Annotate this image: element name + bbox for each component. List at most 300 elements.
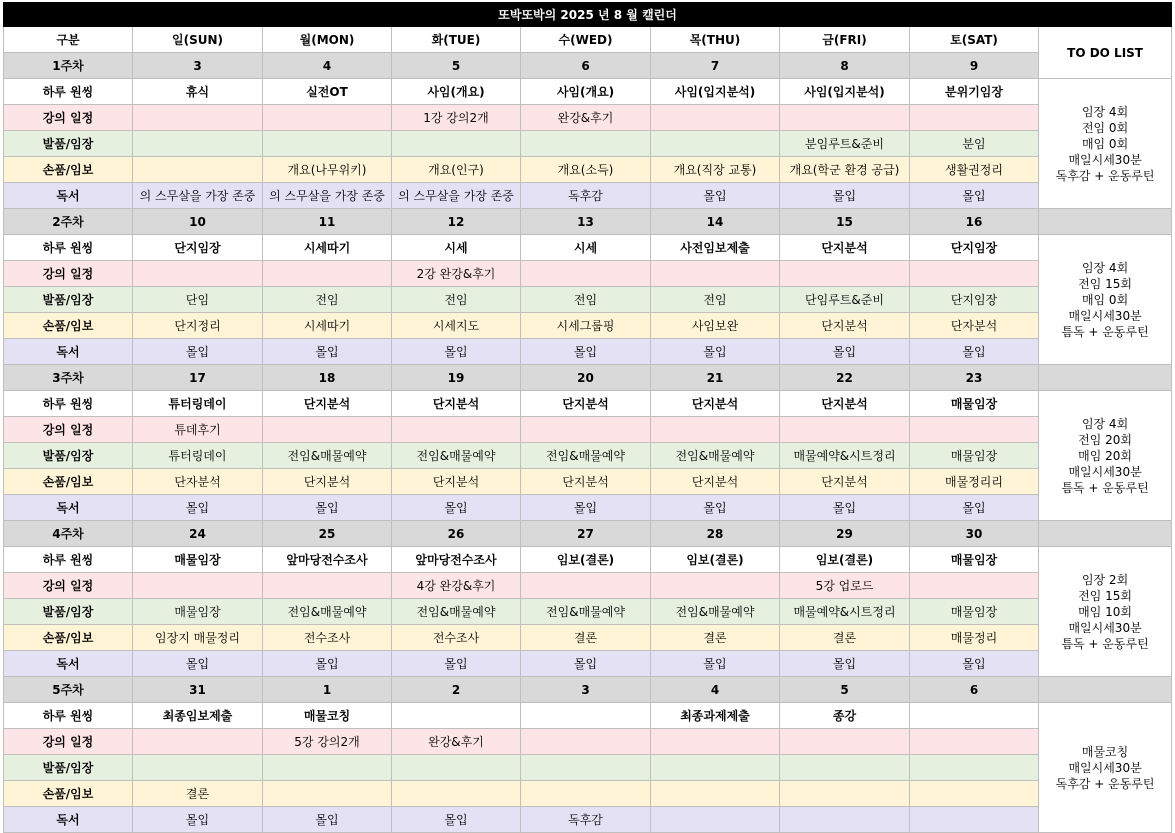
schedule-cell[interactable]: 몰입 <box>392 339 521 365</box>
date-cell[interactable]: 7 <box>651 53 780 79</box>
schedule-cell[interactable]: 사임(개요) <box>392 79 521 105</box>
schedule-cell[interactable] <box>910 703 1039 729</box>
schedule-cell[interactable]: 개요(나무위키) <box>263 157 392 183</box>
schedule-cell[interactable] <box>263 417 392 443</box>
todo-list[interactable] <box>1039 547 1172 677</box>
schedule-cell[interactable]: 매물예약&시트정리 <box>780 599 910 625</box>
week-label[interactable]: 2주차 <box>4 209 133 235</box>
row-sonpum <box>4 313 1172 339</box>
schedule-cell[interactable]: 종강 <box>780 703 910 729</box>
schedule-cell[interactable] <box>133 729 263 755</box>
schedule-cell[interactable]: 단지분석 <box>780 313 910 339</box>
schedule-cell[interactable]: 매물정리 <box>910 625 1039 651</box>
todo-item: 전임 15회 <box>1078 276 1132 291</box>
schedule-cell[interactable]: 단지분석 <box>780 391 910 417</box>
date-cell[interactable]: 3 <box>521 677 651 703</box>
schedule-cell[interactable]: 전수조사 <box>392 625 521 651</box>
row-wonsing <box>4 235 1172 261</box>
schedule-cell[interactable]: 단지분석 <box>521 391 651 417</box>
schedule-cell[interactable] <box>910 417 1039 443</box>
header-todo[interactable]: TO DO LIST <box>1039 27 1172 79</box>
schedule-cell[interactable] <box>910 105 1039 131</box>
todo-list[interactable] <box>1039 391 1172 521</box>
schedule-cell[interactable] <box>263 755 392 781</box>
row-dokseo <box>4 183 1172 209</box>
week-label[interactable]: 5주차 <box>4 677 133 703</box>
schedule-cell[interactable]: 몰입 <box>651 651 780 677</box>
date-cell[interactable]: 5 <box>392 53 521 79</box>
schedule-cell[interactable]: 단지분석 <box>521 469 651 495</box>
schedule-cell[interactable] <box>392 703 521 729</box>
row-sonpum <box>4 157 1172 183</box>
schedule-cell[interactable]: 시세지도 <box>392 313 521 339</box>
schedule-cell[interactable]: 매물임장 <box>910 443 1039 469</box>
schedule-cell[interactable] <box>521 729 651 755</box>
schedule-cell[interactable]: 몰입 <box>651 339 780 365</box>
row-dokseo <box>4 651 1172 677</box>
date-cell[interactable]: 26 <box>392 521 521 547</box>
date-cell[interactable]: 8 <box>780 53 910 79</box>
schedule-cell[interactable]: 매물임장 <box>910 547 1039 573</box>
date-cell[interactable]: 20 <box>521 365 651 391</box>
schedule-cell[interactable] <box>263 261 392 287</box>
schedule-cell[interactable]: 단지분석 <box>780 235 910 261</box>
schedule-cell[interactable]: 임보(결론) <box>521 547 651 573</box>
schedule-cell[interactable] <box>521 417 651 443</box>
row-label[interactable]: 하루 원씽 <box>4 391 133 417</box>
schedule-cell[interactable]: 시세 <box>392 235 521 261</box>
schedule-cell[interactable]: 몰입 <box>780 183 910 209</box>
schedule-cell[interactable]: 시세 <box>521 235 651 261</box>
schedule-cell[interactable] <box>392 417 521 443</box>
todo-item: 매일시세30분 <box>1068 620 1142 635</box>
date-cell[interactable]: 30 <box>910 521 1039 547</box>
row-label[interactable]: 손품/임보 <box>4 157 133 183</box>
schedule-cell[interactable]: 의 스무살을 가장 존중 <box>133 183 263 209</box>
date-cell[interactable]: 31 <box>133 677 263 703</box>
schedule-cell[interactable]: 단지분석 <box>263 391 392 417</box>
schedule-cell[interactable]: 5강 강의2개 <box>263 729 392 755</box>
schedule-cell[interactable]: 완강&후기 <box>521 105 651 131</box>
row-label[interactable]: 발품/임장 <box>4 755 133 781</box>
schedule-cell[interactable]: 튜터링데이 <box>133 391 263 417</box>
schedule-cell[interactable]: 사임보완 <box>651 313 780 339</box>
schedule-cell[interactable]: 몰입 <box>651 495 780 521</box>
schedule-cell[interactable]: 휴식 <box>133 79 263 105</box>
schedule-cell[interactable]: 임보(결론) <box>780 547 910 573</box>
schedule-cell[interactable] <box>521 703 651 729</box>
row-lecture <box>4 417 1172 443</box>
schedule-cell[interactable]: 몰입 <box>392 651 521 677</box>
schedule-cell[interactable]: 몰입 <box>133 651 263 677</box>
schedule-cell[interactable] <box>392 131 521 157</box>
schedule-cell[interactable] <box>133 573 263 599</box>
schedule-cell[interactable]: 단임 <box>133 287 263 313</box>
schedule-cell[interactable]: 몰입 <box>263 807 392 833</box>
date-cell[interactable]: 5 <box>780 677 910 703</box>
todo-list[interactable] <box>1039 79 1172 209</box>
date-cell[interactable]: 27 <box>521 521 651 547</box>
header-thu[interactable]: 목(THU) <box>651 27 780 53</box>
schedule-cell[interactable] <box>910 261 1039 287</box>
schedule-cell[interactable]: 전임 <box>263 287 392 313</box>
schedule-cell[interactable] <box>651 573 780 599</box>
header-sat[interactable]: 토(SAT) <box>910 27 1039 53</box>
date-cell[interactable]: 28 <box>651 521 780 547</box>
row-label[interactable]: 하루 원씽 <box>4 703 133 729</box>
schedule-cell[interactable]: 단임루트&준비 <box>780 287 910 313</box>
schedule-cell[interactable]: 단지분석 <box>780 469 910 495</box>
schedule-cell[interactable]: 2강 완강&후기 <box>392 261 521 287</box>
schedule-cell[interactable] <box>780 261 910 287</box>
schedule-cell[interactable] <box>133 105 263 131</box>
schedule-cell[interactable]: 의 스무살을 가장 존중 <box>263 183 392 209</box>
schedule-cell[interactable]: 단지분석 <box>263 469 392 495</box>
schedule-cell[interactable]: 개요(학군 환경 공급) <box>780 157 910 183</box>
schedule-cell[interactable]: 단자분석 <box>910 313 1039 339</box>
row-lecture <box>4 729 1172 755</box>
schedule-cell[interactable]: 결론 <box>133 781 263 807</box>
row-label[interactable]: 독서 <box>4 651 133 677</box>
schedule-cell[interactable]: 몰입 <box>133 807 263 833</box>
schedule-cell[interactable]: 몰입 <box>263 495 392 521</box>
schedule-cell[interactable] <box>651 807 780 833</box>
row-label[interactable]: 독서 <box>4 807 133 833</box>
schedule-cell[interactable]: 몰입 <box>392 495 521 521</box>
todo-item: 매일시세30분 <box>1068 760 1142 775</box>
row-label[interactable]: 손품/임보 <box>4 469 133 495</box>
schedule-cell[interactable]: 시세따기 <box>263 313 392 339</box>
schedule-cell[interactable]: 전임&매물예약 <box>521 599 651 625</box>
schedule-cell[interactable] <box>263 131 392 157</box>
schedule-cell[interactable]: 매물예약&시트정리 <box>780 443 910 469</box>
schedule-cell[interactable]: 전임&매물예약 <box>651 599 780 625</box>
schedule-cell[interactable] <box>651 417 780 443</box>
week-label[interactable]: 1주차 <box>4 53 133 79</box>
row-dokseo <box>4 807 1172 833</box>
schedule-cell[interactable]: 전임&매물예약 <box>392 443 521 469</box>
date-cell[interactable]: 6 <box>910 677 1039 703</box>
schedule-cell[interactable] <box>651 105 780 131</box>
schedule-cell[interactable] <box>780 729 910 755</box>
schedule-cell[interactable] <box>780 417 910 443</box>
row-label[interactable]: 손품/임보 <box>4 781 133 807</box>
todo-list[interactable] <box>1039 703 1172 833</box>
header-gubun[interactable]: 구분 <box>4 27 133 53</box>
week-todo-blank[interactable] <box>1039 521 1172 547</box>
row-label[interactable]: 강의 일정 <box>4 729 133 755</box>
schedule-cell[interactable] <box>392 755 521 781</box>
row-label[interactable]: 손품/임보 <box>4 313 133 339</box>
schedule-cell[interactable]: 몰입 <box>263 339 392 365</box>
date-cell[interactable]: 10 <box>133 209 263 235</box>
schedule-cell[interactable]: 개요(인구) <box>392 157 521 183</box>
schedule-cell[interactable]: 전임&매물예약 <box>392 599 521 625</box>
schedule-cell[interactable]: 전임 <box>392 287 521 313</box>
schedule-cell[interactable] <box>910 573 1039 599</box>
schedule-cell[interactable]: 몰입 <box>780 495 910 521</box>
date-cell[interactable]: 11 <box>263 209 392 235</box>
schedule-cell[interactable]: 전임&매물예약 <box>521 443 651 469</box>
todo-item: 매일시세30분 <box>1068 152 1142 167</box>
row-balpum <box>4 443 1172 469</box>
schedule-cell[interactable]: 앞마당전수조사 <box>263 547 392 573</box>
schedule-cell[interactable]: 임보(결론) <box>651 547 780 573</box>
schedule-cell[interactable]: 몰입 <box>133 495 263 521</box>
schedule-cell[interactable]: 단지임장 <box>910 235 1039 261</box>
schedule-cell[interactable]: 사전임보제출 <box>651 235 780 261</box>
schedule-cell[interactable]: 매물임장 <box>133 547 263 573</box>
schedule-cell[interactable] <box>133 157 263 183</box>
schedule-cell[interactable] <box>263 781 392 807</box>
date-cell[interactable]: 19 <box>392 365 521 391</box>
schedule-cell[interactable]: 몰입 <box>133 339 263 365</box>
schedule-cell[interactable]: 몰입 <box>910 651 1039 677</box>
schedule-cell[interactable] <box>651 781 780 807</box>
schedule-cell[interactable] <box>521 781 651 807</box>
row-label[interactable]: 강의 일정 <box>4 261 133 287</box>
schedule-cell[interactable]: 최종과제제출 <box>651 703 780 729</box>
schedule-cell[interactable]: 임장지 매물정리 <box>133 625 263 651</box>
schedule-cell[interactable] <box>780 781 910 807</box>
schedule-cell[interactable] <box>521 573 651 599</box>
schedule-cell[interactable]: 몰입 <box>392 807 521 833</box>
row-lecture <box>4 573 1172 599</box>
todo-item: 매임 0회 <box>1081 292 1129 307</box>
schedule-cell[interactable]: 전임&매물예약 <box>651 443 780 469</box>
row-label[interactable]: 강의 일정 <box>4 105 133 131</box>
date-cell[interactable]: 23 <box>910 365 1039 391</box>
row-label[interactable]: 독서 <box>4 183 133 209</box>
schedule-cell[interactable]: 완강&후기 <box>392 729 521 755</box>
row-wonsing <box>4 703 1172 729</box>
schedule-cell[interactable]: 단지임장 <box>133 235 263 261</box>
row-label[interactable]: 하루 원씽 <box>4 547 133 573</box>
schedule-cell[interactable]: 단지정리 <box>133 313 263 339</box>
schedule-cell[interactable] <box>263 105 392 131</box>
date-cell[interactable]: 2 <box>392 677 521 703</box>
schedule-cell[interactable]: 5강 업로드 <box>780 573 910 599</box>
date-cell[interactable]: 24 <box>133 521 263 547</box>
header-sun[interactable]: 일(SUN) <box>133 27 263 53</box>
todo-item: 매임 10회 <box>1078 604 1132 619</box>
todo-item: 매일시세30분 <box>1068 464 1142 479</box>
todo-item: 임장 4회 <box>1081 104 1129 119</box>
schedule-cell[interactable]: 의 스무살을 가장 존중 <box>392 183 521 209</box>
week-row <box>4 53 1172 79</box>
schedule-cell[interactable]: 몰입 <box>780 339 910 365</box>
schedule-cell[interactable]: 튜데후기 <box>133 417 263 443</box>
schedule-cell[interactable]: 몰입 <box>780 651 910 677</box>
schedule-cell[interactable]: 매물코칭 <box>263 703 392 729</box>
schedule-cell[interactable]: 실전OT <box>263 79 392 105</box>
schedule-cell[interactable]: 전임 <box>651 287 780 313</box>
date-cell[interactable]: 6 <box>521 53 651 79</box>
row-lecture <box>4 105 1172 131</box>
schedule-cell[interactable]: 사임(입지분석) <box>780 79 910 105</box>
week-todo-blank[interactable] <box>1039 365 1172 391</box>
todo-item: 전임 15회 <box>1078 588 1132 603</box>
schedule-cell[interactable]: 사임(개요) <box>521 79 651 105</box>
todo-item: 틈독 + 운동루틴 <box>1061 636 1149 651</box>
schedule-cell[interactable]: 매물임장 <box>910 599 1039 625</box>
schedule-cell[interactable]: 독후감 <box>521 183 651 209</box>
row-wonsing <box>4 547 1172 573</box>
schedule-cell[interactable] <box>910 781 1039 807</box>
date-cell[interactable]: 9 <box>910 53 1039 79</box>
row-label[interactable]: 독서 <box>4 339 133 365</box>
date-cell[interactable]: 17 <box>133 365 263 391</box>
schedule-cell[interactable] <box>133 131 263 157</box>
schedule-cell[interactable]: 4강 완강&후기 <box>392 573 521 599</box>
date-cell[interactable]: 4 <box>651 677 780 703</box>
date-cell[interactable]: 25 <box>263 521 392 547</box>
date-cell[interactable]: 21 <box>651 365 780 391</box>
row-label[interactable]: 강의 일정 <box>4 417 133 443</box>
schedule-cell[interactable]: 몰입 <box>521 495 651 521</box>
row-balpum <box>4 131 1172 157</box>
schedule-cell[interactable]: 매물임장 <box>133 599 263 625</box>
schedule-cell[interactable] <box>521 131 651 157</box>
header-wed[interactable]: 수(WED) <box>521 27 651 53</box>
todo-item: 독후감 + 운동루틴 <box>1055 168 1155 183</box>
week-todo-blank[interactable] <box>1039 677 1172 703</box>
calendar-title[interactable]: 또박또박의 2025 년 8 월 캘린더 <box>4 3 1172 27</box>
week-row <box>4 209 1172 235</box>
row-label[interactable]: 독서 <box>4 495 133 521</box>
schedule-cell[interactable] <box>910 807 1039 833</box>
schedule-cell[interactable]: 단지분석 <box>392 469 521 495</box>
header-row <box>4 27 1172 53</box>
calendar-table <box>3 2 1172 833</box>
schedule-cell[interactable]: 단지분석 <box>651 469 780 495</box>
date-cell[interactable]: 18 <box>263 365 392 391</box>
schedule-cell[interactable] <box>651 755 780 781</box>
schedule-cell[interactable]: 몰입 <box>910 339 1039 365</box>
schedule-cell[interactable]: 몰입 <box>910 495 1039 521</box>
schedule-cell[interactable]: 1강 강의2개 <box>392 105 521 131</box>
schedule-cell[interactable]: 시세따기 <box>263 235 392 261</box>
schedule-cell[interactable]: 개요(직장 교통) <box>651 157 780 183</box>
row-label[interactable]: 발품/임장 <box>4 599 133 625</box>
schedule-cell[interactable]: 결론 <box>521 625 651 651</box>
schedule-cell[interactable]: 몰입 <box>910 183 1039 209</box>
schedule-cell[interactable]: 매물정리리 <box>910 469 1039 495</box>
row-label[interactable]: 강의 일정 <box>4 573 133 599</box>
schedule-cell[interactable] <box>780 807 910 833</box>
row-balpum <box>4 755 1172 781</box>
row-label[interactable]: 하루 원씽 <box>4 79 133 105</box>
row-sonpum <box>4 625 1172 651</box>
date-cell[interactable]: 15 <box>780 209 910 235</box>
schedule-cell[interactable] <box>651 729 780 755</box>
schedule-cell[interactable] <box>521 261 651 287</box>
schedule-cell[interactable] <box>392 781 521 807</box>
schedule-cell[interactable]: 몰입 <box>521 651 651 677</box>
schedule-cell[interactable]: 개요(소득) <box>521 157 651 183</box>
schedule-cell[interactable]: 시세그룹핑 <box>521 313 651 339</box>
schedule-cell[interactable]: 단자분석 <box>133 469 263 495</box>
schedule-cell[interactable]: 사임(입지분석) <box>651 79 780 105</box>
todo-item: 틈독 + 운동루틴 <box>1061 480 1149 495</box>
schedule-cell[interactable]: 매물임장 <box>910 391 1039 417</box>
row-label[interactable]: 발품/임장 <box>4 443 133 469</box>
date-cell[interactable]: 4 <box>263 53 392 79</box>
date-cell[interactable]: 22 <box>780 365 910 391</box>
header-tue[interactable]: 화(TUE) <box>392 27 521 53</box>
row-label[interactable]: 발품/임장 <box>4 287 133 313</box>
schedule-cell[interactable]: 몰입 <box>651 183 780 209</box>
row-label[interactable]: 하루 원씽 <box>4 235 133 261</box>
schedule-cell[interactable] <box>521 755 651 781</box>
row-label[interactable]: 손품/임보 <box>4 625 133 651</box>
header-fri[interactable]: 금(FRI) <box>780 27 910 53</box>
schedule-cell[interactable]: 생활권정리 <box>910 157 1039 183</box>
schedule-cell[interactable]: 결론 <box>651 625 780 651</box>
row-wonsing <box>4 79 1172 105</box>
schedule-cell[interactable]: 전수조사 <box>263 625 392 651</box>
row-label[interactable]: 발품/임장 <box>4 131 133 157</box>
week-todo-blank[interactable] <box>1039 209 1172 235</box>
schedule-cell[interactable] <box>910 729 1039 755</box>
schedule-cell[interactable]: 최종임보제출 <box>133 703 263 729</box>
row-lecture <box>4 261 1172 287</box>
schedule-cell[interactable] <box>133 755 263 781</box>
schedule-cell[interactable]: 분위기임장 <box>910 79 1039 105</box>
date-cell[interactable]: 29 <box>780 521 910 547</box>
schedule-cell[interactable]: 분임루트&준비 <box>780 131 910 157</box>
schedule-cell[interactable] <box>780 105 910 131</box>
schedule-cell[interactable] <box>263 573 392 599</box>
schedule-cell[interactable]: 튜터링데이 <box>133 443 263 469</box>
todo-item: 독후감 + 운동루틴 <box>1055 776 1155 791</box>
schedule-cell[interactable]: 단지분석 <box>651 391 780 417</box>
schedule-cell[interactable]: 앞마당전수조사 <box>392 547 521 573</box>
schedule-cell[interactable] <box>780 755 910 781</box>
row-balpum <box>4 599 1172 625</box>
schedule-cell[interactable] <box>910 755 1039 781</box>
row-dokseo <box>4 495 1172 521</box>
schedule-cell[interactable]: 전임&매물예약 <box>263 599 392 625</box>
date-cell[interactable]: 1 <box>263 677 392 703</box>
date-cell[interactable]: 12 <box>392 209 521 235</box>
schedule-cell[interactable]: 결론 <box>780 625 910 651</box>
schedule-cell[interactable]: 단지분석 <box>392 391 521 417</box>
schedule-cell[interactable]: 전임&매물예약 <box>263 443 392 469</box>
schedule-cell[interactable]: 단지임장 <box>910 287 1039 313</box>
schedule-cell[interactable]: 몰입 <box>521 339 651 365</box>
schedule-cell[interactable] <box>133 261 263 287</box>
todo-item: 매임 20회 <box>1078 448 1132 463</box>
todo-item: 임장 4회 <box>1081 260 1129 275</box>
header-mon[interactable]: 월(MON) <box>263 27 392 53</box>
week-label[interactable]: 4주차 <box>4 521 133 547</box>
schedule-cell[interactable] <box>651 131 780 157</box>
week-row <box>4 365 1172 391</box>
schedule-cell[interactable]: 전임 <box>521 287 651 313</box>
date-cell[interactable]: 13 <box>521 209 651 235</box>
schedule-cell[interactable]: 독후감 <box>521 807 651 833</box>
date-cell[interactable]: 14 <box>651 209 780 235</box>
schedule-cell[interactable] <box>651 261 780 287</box>
schedule-cell[interactable]: 몰입 <box>263 651 392 677</box>
todo-list[interactable] <box>1039 235 1172 365</box>
schedule-cell[interactable]: 분임 <box>910 131 1039 157</box>
date-cell[interactable]: 16 <box>910 209 1039 235</box>
date-cell[interactable]: 3 <box>133 53 263 79</box>
row-balpum <box>4 287 1172 313</box>
week-label[interactable]: 3주차 <box>4 365 133 391</box>
